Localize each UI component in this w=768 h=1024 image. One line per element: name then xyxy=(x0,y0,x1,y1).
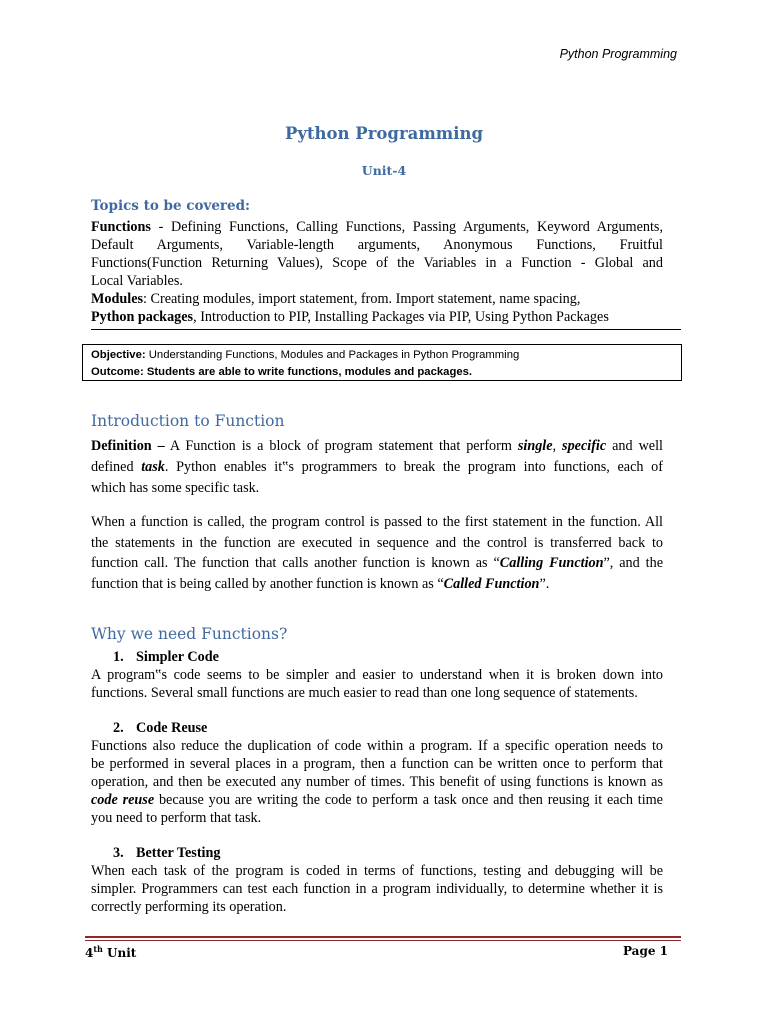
calling-paragraph: When a function is called, the program control is passed to the first statement in the function. All the statements in the function are executed in sequence and the control is transferred back to function call. The function that calls another function is known as “Calling Function”, and the function that is being called by another function is known as “Called Function”. xyxy=(91,514,663,592)
topics-functions xyxy=(91,218,663,326)
topics-functions-line-4: Local Variables. xyxy=(91,273,183,289)
item-2-title: 2. Code Reuse xyxy=(113,720,208,736)
footer-unit: 4th Unit xyxy=(85,944,137,960)
intro-heading: Introduction to Function xyxy=(91,412,285,430)
footer-page-number: Page 1 xyxy=(622,944,668,958)
footer-rule xyxy=(85,936,681,938)
page-title: Python Programming xyxy=(284,124,484,143)
packages-label: Python packages xyxy=(91,309,194,325)
outcome-line: Outcome: Students are able to write functions, modules and packages. xyxy=(91,366,473,378)
unit-label: Unit-4 xyxy=(361,163,407,178)
topics-heading: Topics to be covered: xyxy=(91,198,251,214)
topics-functions-line-2: Default Arguments, Variable-length arguments, Anonymous Functions, Fruitful xyxy=(91,237,663,253)
definition-paragraph: Definition – A Function is a block of program statement that perform single, specific and well defined task. Python enables it‟s programmers to break the program into functions, each of which has some specific task. xyxy=(91,438,663,496)
item-1-body: A program‟s code seems to be simpler and easier to understand when it is broken down into functions. Several small functions are much easier to read than one long sequence of statements. xyxy=(91,667,663,701)
why-heading: Why we need Functions? xyxy=(91,625,288,643)
item-1-title: 1. Simpler Code xyxy=(113,649,219,665)
section-divider xyxy=(91,329,681,330)
footer-rule-thin xyxy=(85,940,681,941)
objective-line: Objective: Understanding Functions, Modules and Packages in Python Programming xyxy=(91,349,520,361)
item-2-body: Functions also reduce the duplication of code within a program. If a specific operation needs to be performed in several places in a program, then a function can be written once to perform that operation, and then be executed any number of times. This benefit of using functions is known as code reuse because you are writing the code to perform a task once and then reusing it each time you need to perform that task. xyxy=(91,738,663,826)
topics-functions-line-3: Functions(Function Returning Values), Scope of the Variables in a Function - Global and xyxy=(91,255,663,271)
topics-modules: Modules: Creating modules, import statement, from. Import statement, name spacing, xyxy=(91,291,581,307)
objective-box xyxy=(82,344,682,381)
functions-label: Functions xyxy=(91,219,151,235)
modules-label: Modules xyxy=(91,291,144,307)
item-3-title: 3. Better Testing xyxy=(113,845,221,861)
item-3-body: When each task of the program is coded in terms of functions, testing and debugging will be simpler. Programmers can test each function in a program individually, to determine whether it is correctly performing its operation. xyxy=(91,863,663,915)
topics-packages: Python packages, Introduction to PIP, Installing Packages via PIP, Using Python Packages xyxy=(91,309,609,325)
topics-functions-line-1: Functions - Defining Functions, Calling Functions, Passing Arguments, Keyword Arguments, xyxy=(91,219,663,235)
running-header: Python Programming xyxy=(559,47,677,61)
